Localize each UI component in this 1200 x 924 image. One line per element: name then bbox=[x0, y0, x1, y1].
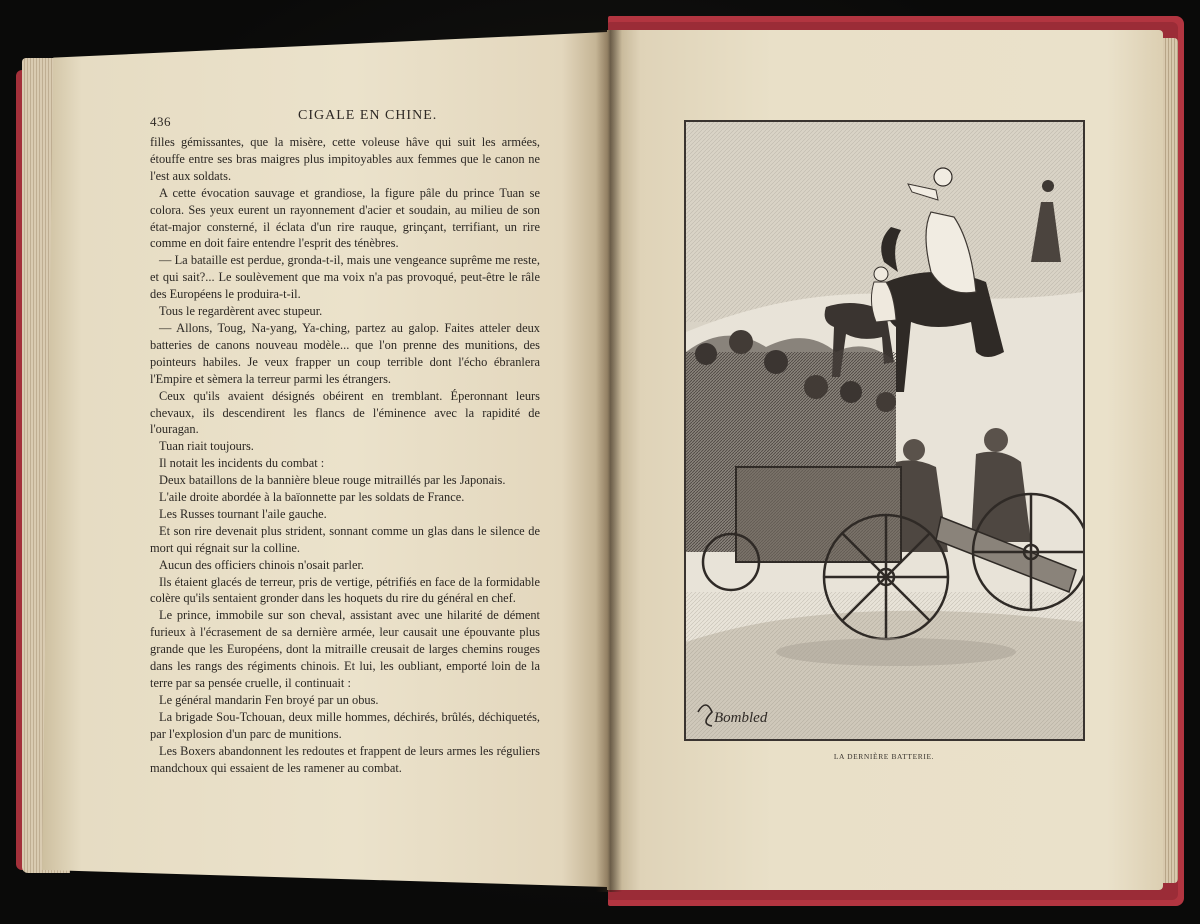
paragraph: Tuan riait toujours. bbox=[159, 439, 254, 454]
illustration-caption: LA DERNIÈRE BATTERIE. bbox=[833, 752, 935, 761]
paragraph: — Allons, Toug, Na-yang, Ya-ching, partez au galop. Faites atteler deux batteries de canons nouveau modèle... que l'on prenne des munitions, des pointeurs habiles. Je veux frapper un coup terrible dont l'écho ébranlera l'Empire et sèmera la terreur parmi les étrangers. bbox=[150, 320, 540, 386]
running-head bbox=[150, 108, 570, 132]
paragraph: — La bataille est perdue, gronda-t-il, mais une vengeance suprême me reste, et qui sait?... Le soulèvement que ma voix n'a pas provoqué, peut-être le râle des Européens le produira-t-il. bbox=[150, 253, 540, 302]
paragraph: filles gémissantes, que la misère, cette voleuse hâve qui suit les armées, étouffe entre ses bras maigres plus impitoyables aux femmes que le canon ne l'est aux soldats. bbox=[150, 135, 540, 183]
page-number: 436 bbox=[150, 114, 171, 129]
body-text bbox=[150, 134, 540, 776]
running-title: CIGALE EN CHINE. bbox=[298, 108, 438, 123]
paragraph: Tous le regardèrent avec stupeur. bbox=[159, 304, 323, 319]
paragraph: La brigade Sou-Tchouan, deux mille hommes, déchirés, brûlés, déchiquetés, par l'explosion d'un parc de munitions. bbox=[150, 709, 540, 741]
book-gutter bbox=[596, 30, 622, 892]
paragraph: Le général mandarin Fen broyé par un obus. bbox=[159, 692, 379, 707]
paragraph: Le prince, immobile sur son cheval, assistant avec une hilarité de dément furieux à l'écrasement de sa dernière armée, leur causait une épouvante plus grande que les Européens, dont la mitraille creusait de larges chemins rouges dans les rangs des régiments chinois. Et lui, les oubliant, emporté loin de la terre par sa pensée cruelle, il continuait : bbox=[150, 608, 540, 690]
paragraph: Deux bataillons de la bannière bleue rouge mitraillés par les Japonais. bbox=[159, 473, 506, 488]
paragraph: Les Boxers abandonnent les redoutes et frappent de leurs armes les réguliers mandchoux qui essaient de les ramener au combat. bbox=[150, 743, 540, 775]
paragraph: Ils étaient glacés de terreur, pris de vertige, pétrifiés en face de la formidable colère qu'ils sentaient gronder dans les hoquets du rire du général en chef. bbox=[150, 574, 540, 606]
illustration bbox=[684, 120, 1085, 741]
paragraph: A cette évocation sauvage et grandiose, la figure pâle du prince Tuan se colora. Ses yeux eurent un rayonnement d'acier et soudain, au milieu de son état-major consterné, il éclata d'un rire rauque, grinçant, terrifiant, un rire comme en doit faire entendre l'esprit des ténèbres. bbox=[150, 185, 540, 251]
paragraph: Il notait les incidents du combat : bbox=[159, 456, 325, 471]
illustration-signature: Bombled bbox=[714, 710, 768, 726]
illustration-engraving bbox=[686, 122, 1083, 739]
paragraph: Aucun des officiers chinois n'osait parler. bbox=[159, 557, 365, 572]
paragraph: Et son rire devenait plus strident, sonnant comme un glas dans le silence de mort qui régnait sur la colline. bbox=[150, 523, 540, 555]
paragraph: L'aile droite abordée à la baïonnette par les soldats de France. bbox=[159, 490, 465, 505]
paragraph: Ceux qu'ils avaient désignés obéirent en tremblant. Éperonnant leurs chevaux, ils descendirent les flancs de l'éminence avec la rapidité de l'ouragan. bbox=[150, 388, 540, 437]
paragraph: Les Russes tournant l'aile gauche. bbox=[159, 506, 327, 521]
